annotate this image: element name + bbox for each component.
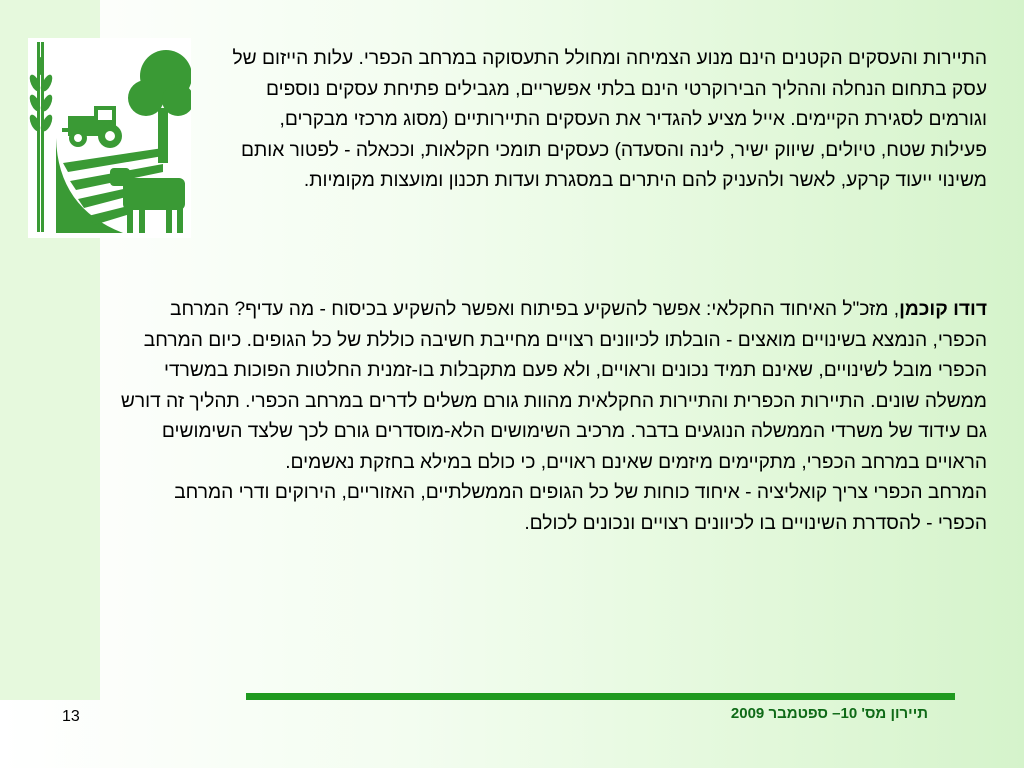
quote-closing: המרחב הכפרי צריך קואליציה - איחוד כוחות של כל הגופים הממשלתיים, האזוריים, הירוקים ודרי המרחב הכפרי - להסדרת השינויים בו לכיוונים רצויים ונכונים לכולם.	[174, 482, 987, 534]
speaker-name: דודו קוכמן	[899, 299, 987, 320]
agriculture-logo-icon	[28, 38, 191, 238]
page-number: 13	[62, 708, 80, 725]
speaker-role: , מזכ"ל האיחוד החקלאי	[711, 299, 900, 320]
paragraph-speaker-quote	[120, 295, 987, 539]
paragraph-tourism: התיירות והעסקים הקטנים הינם מנוע הצמיחה ומחולל התעסוקה במרחב הכפרי. עלות הייזום של עסק בתחום הנחלה וההליך הבירוקרטי הינם בלתי אפשריים, מגבילים פתיחת עסקים נוספים וגורמים לסגירת הקיימים. אייל מציע להגדיר את העסקים התיירותיים (מסוג מרכזי מבקרים, פעילות שטח, טיולים, שיווק ישיר, לינה והסעדה) כעסקים תומכי חקלאות, וככאלה - לפטור אותם משינוי ייעוד קרקע, לאשר ולהעניק להם היתרים במסגרת ועדות תכנון ומועצות מקומיות.	[232, 48, 987, 191]
footer-divider	[246, 693, 955, 700]
footer-issue-label: תיירון מס' 10– ספטמבר 2009	[730, 705, 928, 722]
quote-body: : אפשר להשקיע בפיתוח ואפשר להשקיע בכיסוח - מה עדיף? המרחב הכפרי, הנמצא בשינויים מואצים - הובלתו לכיוונים רצויים מחייבת חשיבה כוללת של כל הגופים. כיום המרחב הכפרי מובל לשינויים, שאינם תמיד נכונים וראויים, ולא פעם מתקבלות בו-זמנית החלטות הפוכות במשרדי ממשלה שונים. התיירות הכפרית והתיירות החקלאית מהוות גורם משלים לדרים במרחב הכפרי. תהליך זה דורש גם עידוד של משרדי הממשלה הנוגעים בדבר. מרכיב השימושים הלא-מוסדרים גורם לכך שלצד השימושים הראויים במרחב הכפרי, מתקיימים מיזמים שאינם ראויים, כי כולם במילא בחזקת נאשמים.	[120, 299, 987, 473]
